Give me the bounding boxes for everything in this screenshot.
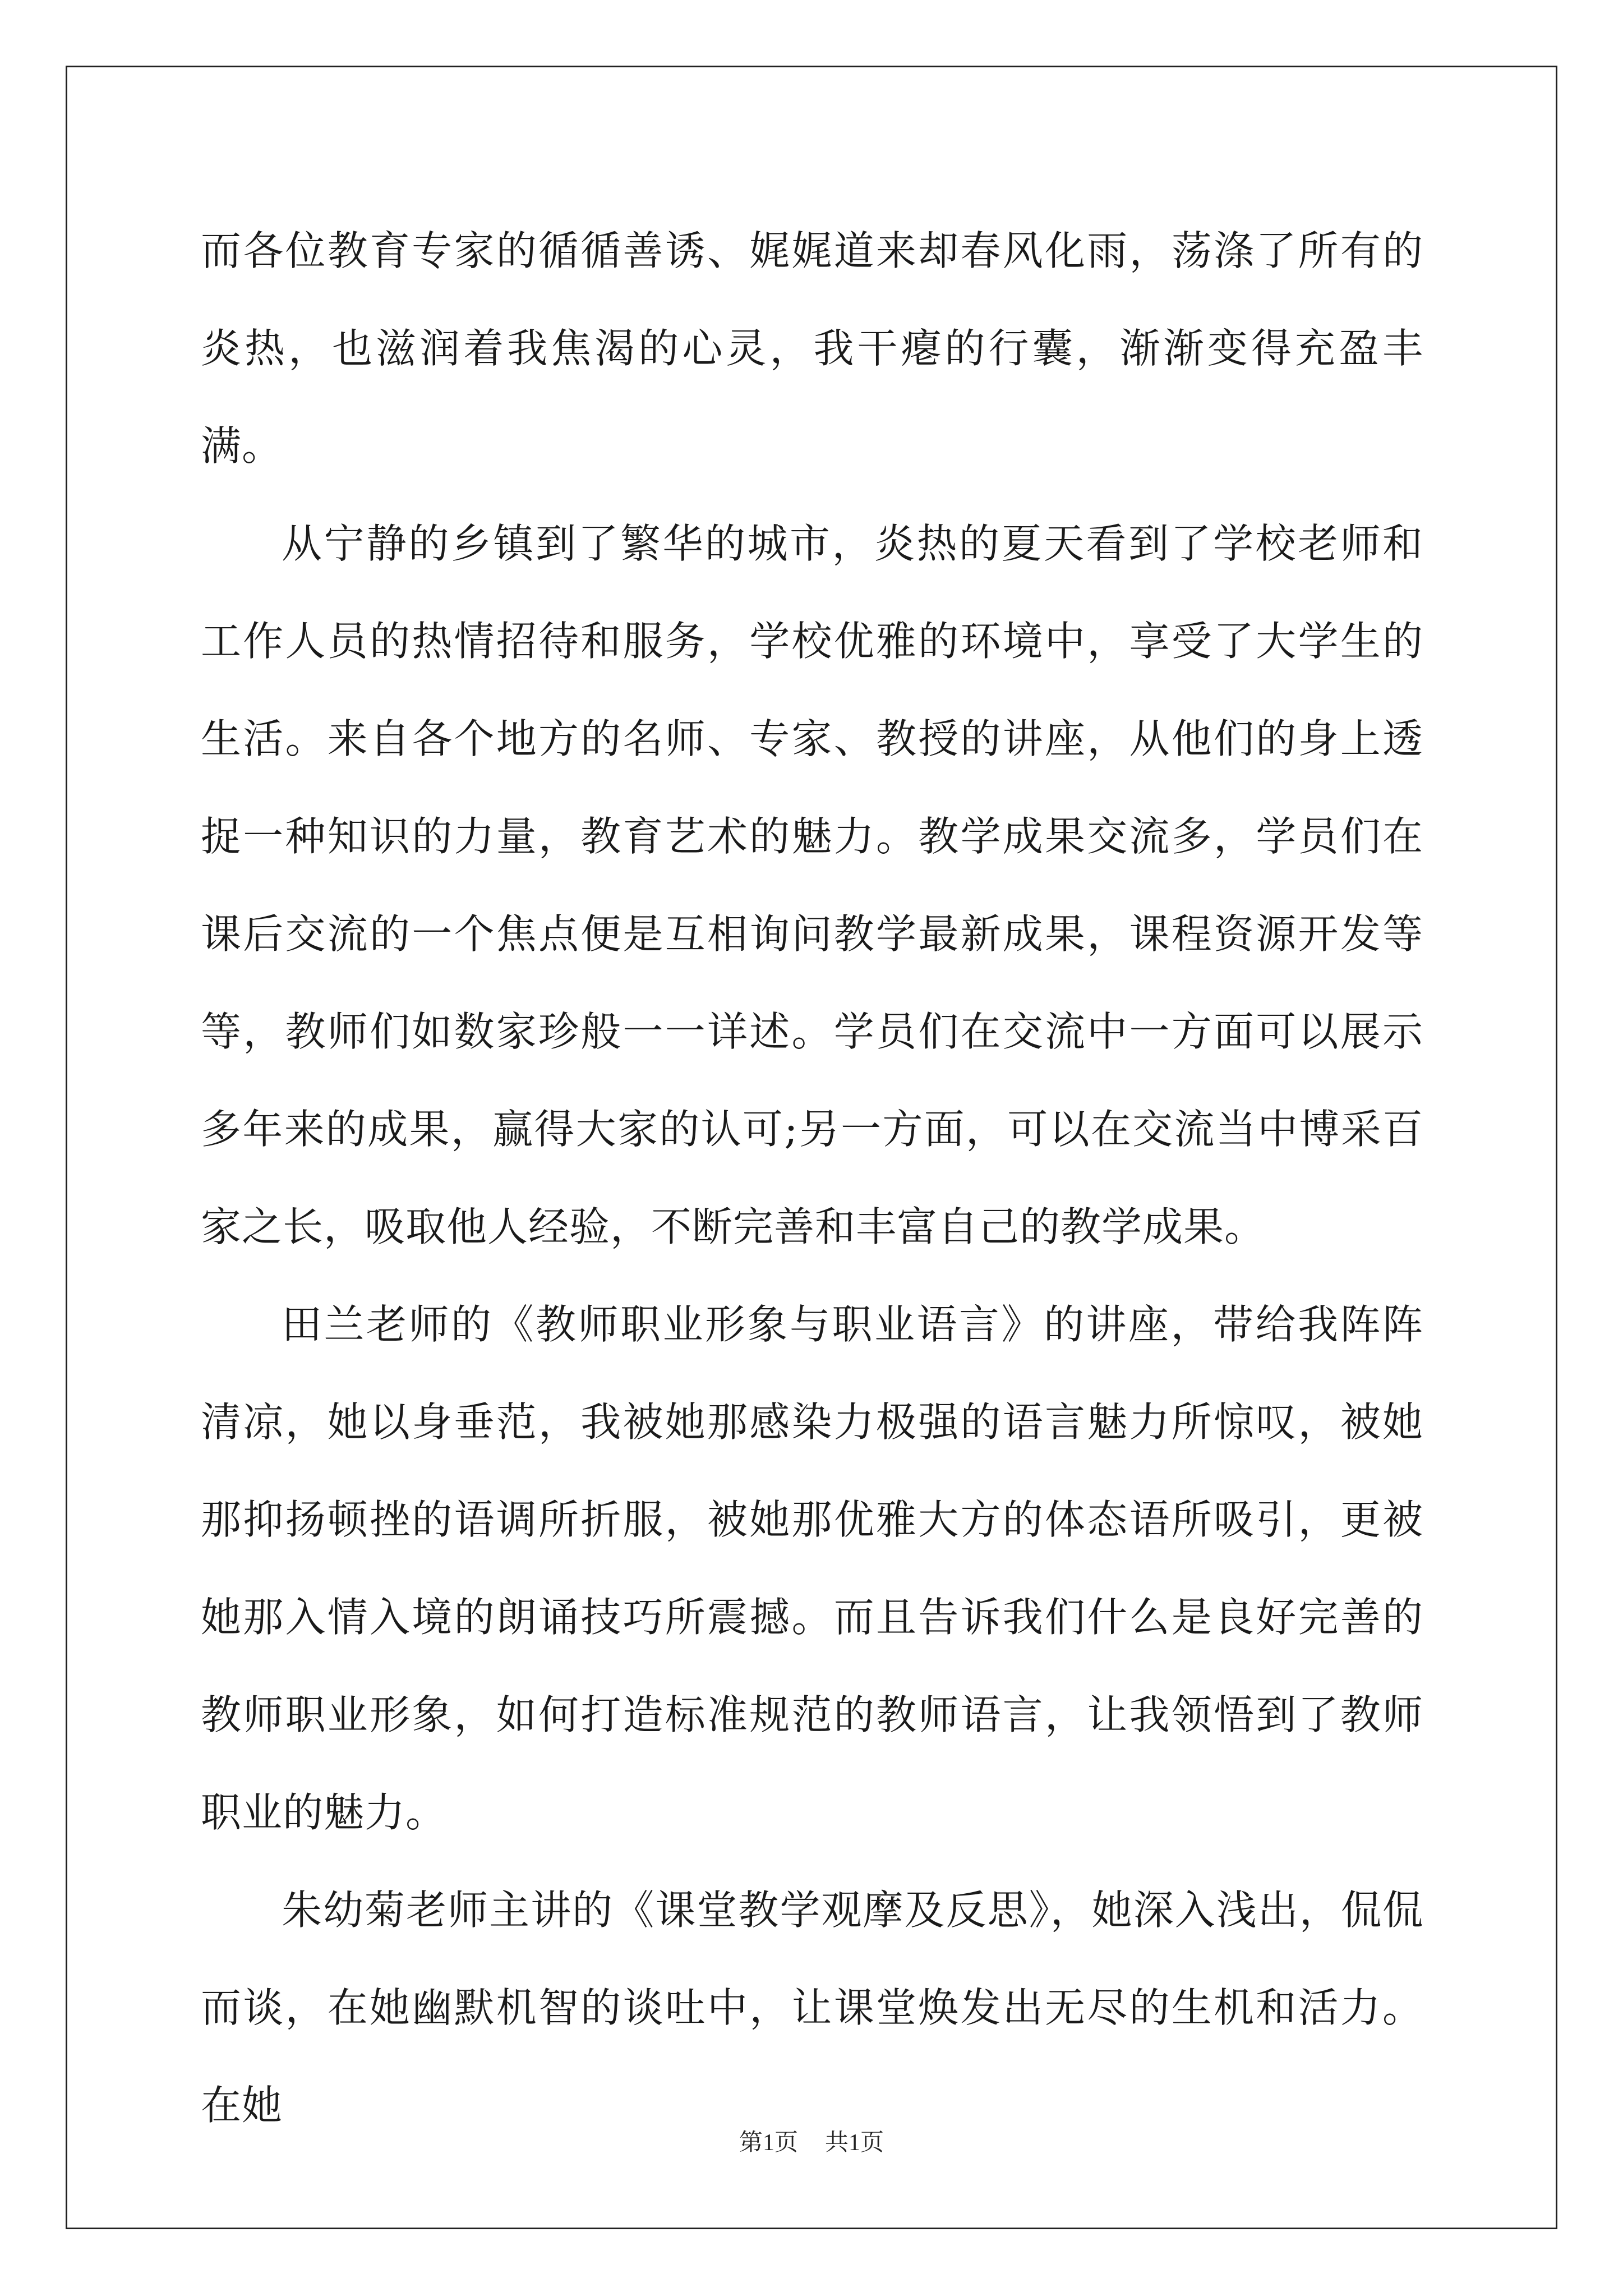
document-body (201, 202, 1423, 2154)
page-number: 第1页 (739, 2130, 798, 2156)
paragraph-2: 从宁静的乡镇到了繁华的城市，炎热的夏天看到了学校老师和工作人员的热情招待和服务，学校优雅的环境中，享受了大学生的生活。来自各个地方的名师、专家、教授的讲座，从他们的身上透捉一种知识的力量，教育艺术的魅力。教学成果交流多，学员们在课后交流的一个焦点便是互相询问教学最新成果，课程资源开发等等，教师们如数家珍般一一详述。学员们在交流中一方面可以展示多年来的成果，赢得大家的认可;另一方面，可以在交流当中博采百家之长，吸取他人经验，不断完善和丰富自己的教学成果。 (201, 520, 1423, 1250)
paragraph-4: 朱幼菊老师主讲的《课堂教学观摩及反思》，她深入浅出，侃侃而谈，在她幽默机智的谈吐中，让课堂焕发出无尽的生机和活力。在她 (201, 1887, 1423, 2129)
page-total: 共1页 (825, 2130, 884, 2156)
page-footer (0, 2126, 1623, 2160)
paragraph-3: 田兰老师的《教师职业形象与职业语言》的讲座，带给我阵阵清凉，她以身垂范，我被她那感染力极强的语言魅力所惊叹，被她那抑扬顿挫的语调所折服，被她那优雅大方的体态语所吸引，更被她那入情入境的朗诵技巧所震撼。而且告诉我们什么是良好完善的教师职业形象，如何打造标准规范的教师语言，让我领悟到了教师职业的魅力。 (201, 1301, 1423, 1836)
paragraph-1: 而各位教育专家的循循善诱、娓娓道来却春风化雨，荡涤了所有的炎热，也滋润着我焦渴的心灵，我干瘪的行囊，渐渐变得充盈丰满。 (201, 227, 1423, 470)
